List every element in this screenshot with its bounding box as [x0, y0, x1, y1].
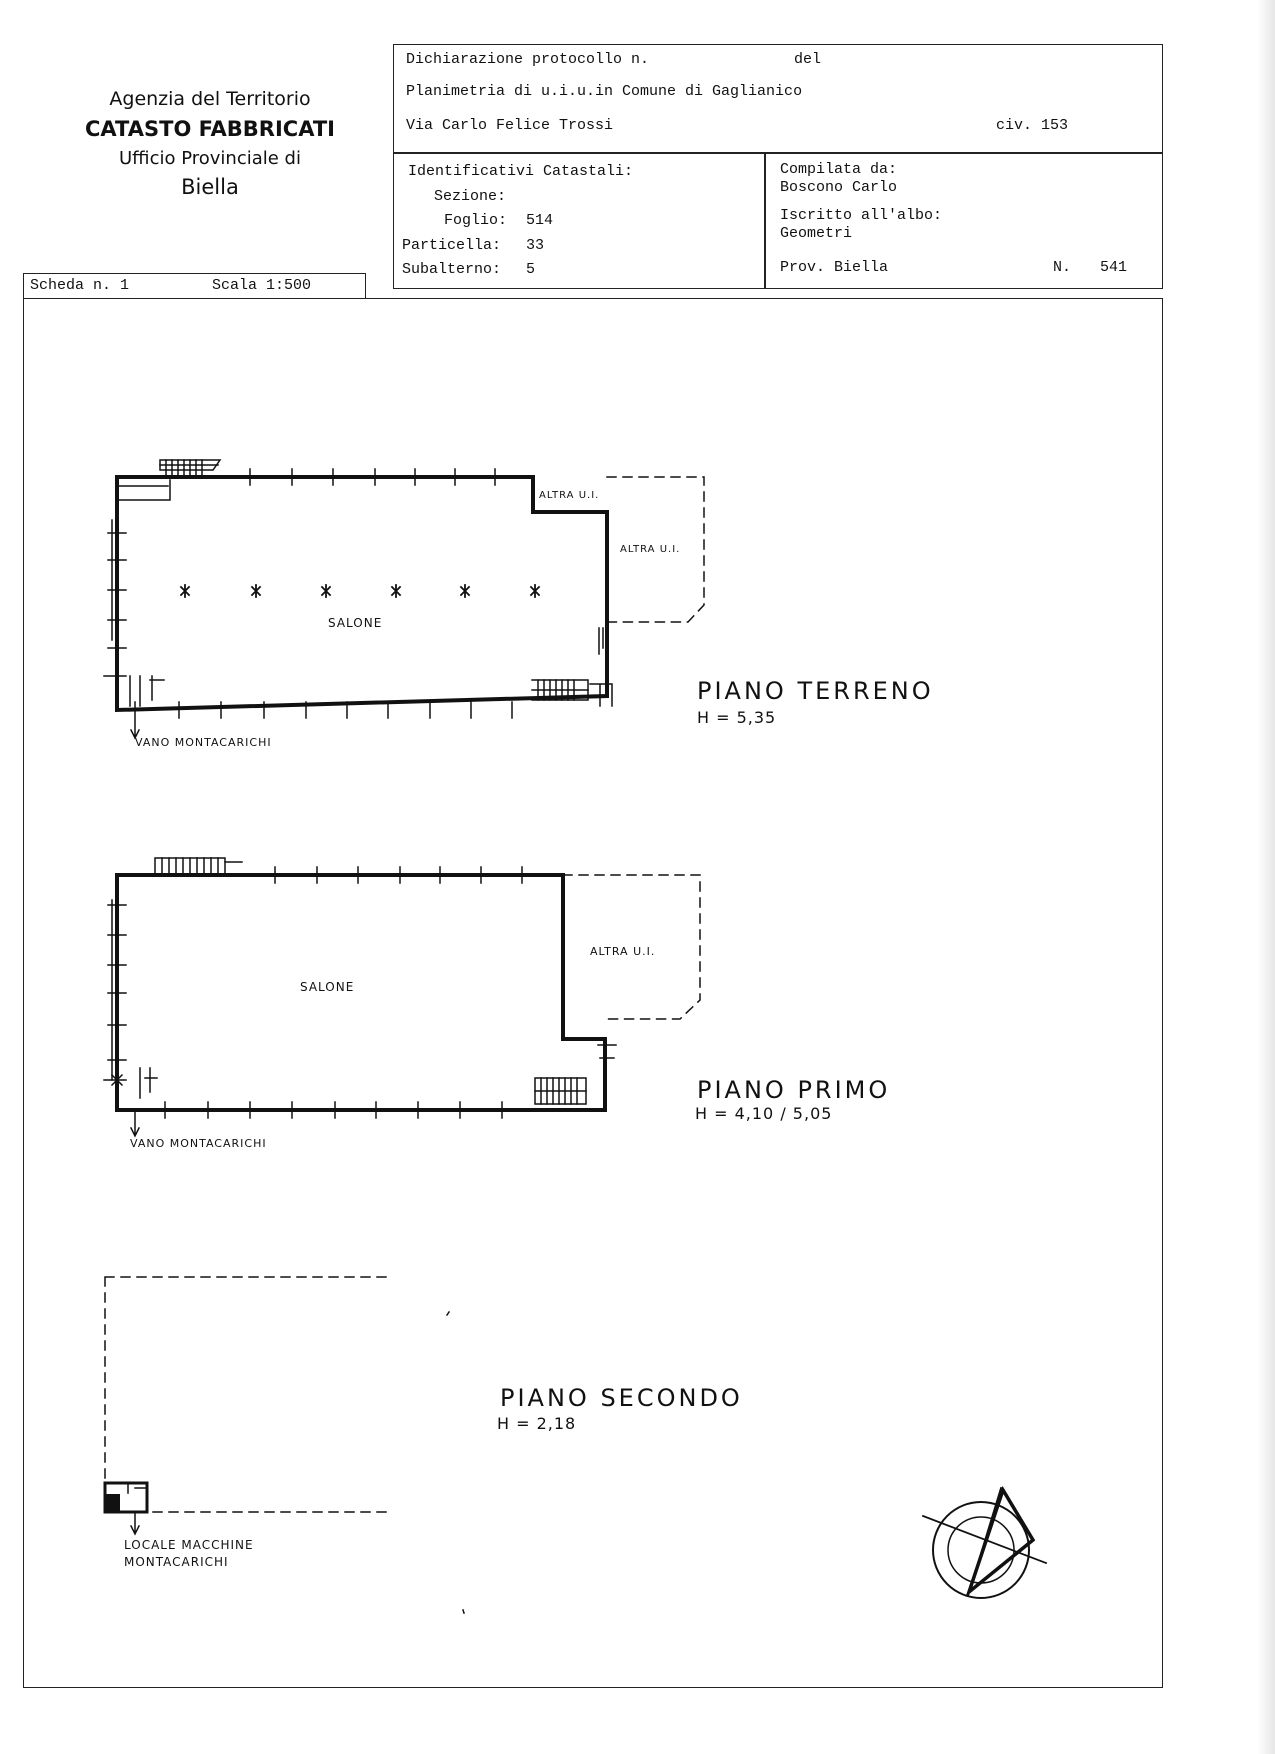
particella-label: Particella: — [402, 237, 502, 254]
ground-room-label: SALONE — [328, 616, 383, 630]
sezione-label: Sezione: — [434, 188, 507, 205]
ground-lift-label: VANO MONTACARICHI — [135, 736, 272, 749]
sheet-scale: Scala 1:500 — [212, 277, 312, 294]
agency-office: Ufficio Provinciale di — [119, 148, 301, 169]
subalterno-value: 5 — [526, 261, 536, 278]
planimetry-label: Planimetria di u.i.u.in Comune di Gaglianico — [406, 83, 803, 100]
civic-number: civ. 153 — [996, 117, 1069, 134]
foglio-value: 514 — [526, 212, 554, 229]
compiled-by-label: Compilata da: — [780, 161, 898, 178]
foglio-label: Foglio: — [444, 212, 508, 229]
agency-name: Agenzia del Territorio — [109, 88, 311, 110]
registered-label: Iscritto all'albo: — [780, 207, 943, 224]
second-lift-label-2: MONTACARICHI — [124, 1555, 229, 1569]
declaration-label: Dichiarazione protocollo n. — [406, 51, 650, 68]
subalterno-label: Subalterno: — [402, 261, 502, 278]
ground-other-unit-top: ALTRA U.I. — [539, 490, 600, 501]
first-room-label: SALONE — [300, 980, 355, 994]
registry-name: Geometri — [780, 225, 853, 242]
first-floor-title: PIANO PRIMO — [697, 1076, 891, 1104]
ground-floor-plan — [104, 460, 704, 738]
north-arrow-symbol — [923, 1488, 1046, 1598]
number-value: 541 — [1100, 259, 1128, 276]
second-floor-height: H = 2,18 — [497, 1414, 577, 1433]
ground-floor-height: H = 5,35 — [697, 708, 777, 727]
first-other-unit: ALTRA U.I. — [590, 945, 656, 958]
sheet-number: Scheda n. 1 — [30, 277, 130, 294]
first-floor-height: H = 4,10 / 5,05 — [695, 1104, 833, 1123]
compiler-name: Boscono Carlo — [780, 179, 898, 196]
agency-city: Biella — [181, 175, 239, 199]
address: Via Carlo Felice Trossi — [406, 117, 614, 134]
first-floor-plan — [104, 858, 700, 1136]
first-lift-label: VANO MONTACARICHI — [130, 1137, 267, 1150]
province: Prov. Biella — [780, 259, 889, 276]
agency-department: CATASTO FABBRICATI — [85, 116, 335, 141]
second-floor-title: PIANO SECONDO — [500, 1384, 743, 1412]
del-label: del — [794, 51, 822, 68]
ground-floor-title: PIANO TERRENO — [697, 677, 934, 705]
ground-other-unit-side: ALTRA U.I. — [620, 544, 681, 555]
number-label: N. — [1053, 259, 1072, 276]
second-lift-label-1: LOCALE MACCHINE — [124, 1538, 254, 1552]
identifiers-title: Identificativi Catastali: — [408, 163, 634, 180]
particella-value: 33 — [526, 237, 545, 254]
